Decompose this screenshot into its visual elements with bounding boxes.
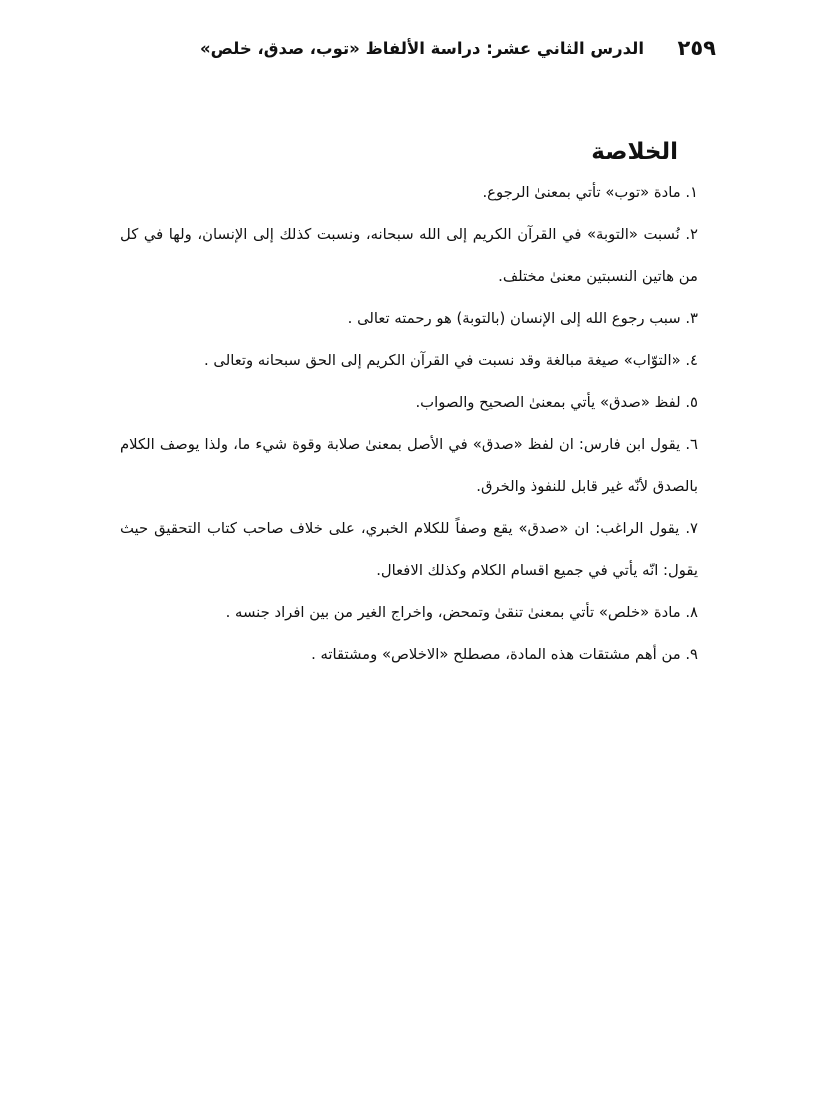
summary-item-2: [120, 214, 698, 298]
summary-item-1: [120, 172, 698, 214]
section-title: الخلاصة: [591, 139, 678, 165]
page-header: [96, 33, 716, 65]
summary-item-text: ٧. يقول الراغب: ان «صدق» يقع وصفاً للكلام الخبري، على خلاف صاحب كتاب التحقيق حيث يقول: انّه يأتي في جميع اقسام الكلام وكذلك الافعال.: [120, 520, 698, 579]
summary-item-7: [120, 508, 698, 592]
summary-item-text: ٨. مادة «خلص» تأتي بمعنىٰ تنقىٰ وتمحض، واخراج الغير من بين افراد جنسه .: [225, 604, 698, 621]
summary-list: [120, 172, 698, 676]
page-number: ٢٥٩: [677, 36, 716, 60]
summary-item-5: [120, 382, 698, 424]
summary-item-text: ٦. يقول ابن فارس: ان لفظ «صدق» في الأصل بمعنىٰ صلابة وقوة شيء ما، ولذا يوصف الكلام بالصدق لأنّه غير قابل للنفوذ والخرق.: [120, 436, 698, 495]
summary-item-6: [120, 424, 698, 508]
summary-item-3: [120, 298, 698, 340]
summary-item-9: [120, 634, 698, 676]
summary-item-text: ٢. نُسبت «التوبة» في القرآن الكريم إلى الله سبحانه، ونسبت كذلك إلى الإنسان، ولها في كل من هاتين النسبتين معنىٰ مختلف.: [120, 226, 698, 285]
summary-item-text: ١. مادة «توب» تأتي بمعنىٰ الرجوع.: [482, 184, 698, 201]
summary-item-4: [120, 340, 698, 382]
summary-item-8: [120, 592, 698, 634]
summary-item-text: ٤. «التوّاب» صيغة مبالغة وقد نسبت في القرآن الكريم إلى الحق سبحانه وتعالى .: [203, 352, 698, 369]
summary-item-text: ٣. سبب رجوع الله إلى الإنسان (بالتوبة) هو رحمته تعالى .: [347, 310, 698, 327]
summary-item-text: ٥. لفظ «صدق» يأتي بمعنىٰ الصحيح والصواب.: [415, 394, 698, 411]
summary-item-text: ٩. من أهم مشتقات هذه المادة، مصطلح «الاخلاص» ومشتقاته .: [311, 646, 698, 663]
running-title: الدرس الثاني عشر: دراسة الألفاظ «توب، صدق، خلص»: [200, 39, 644, 58]
